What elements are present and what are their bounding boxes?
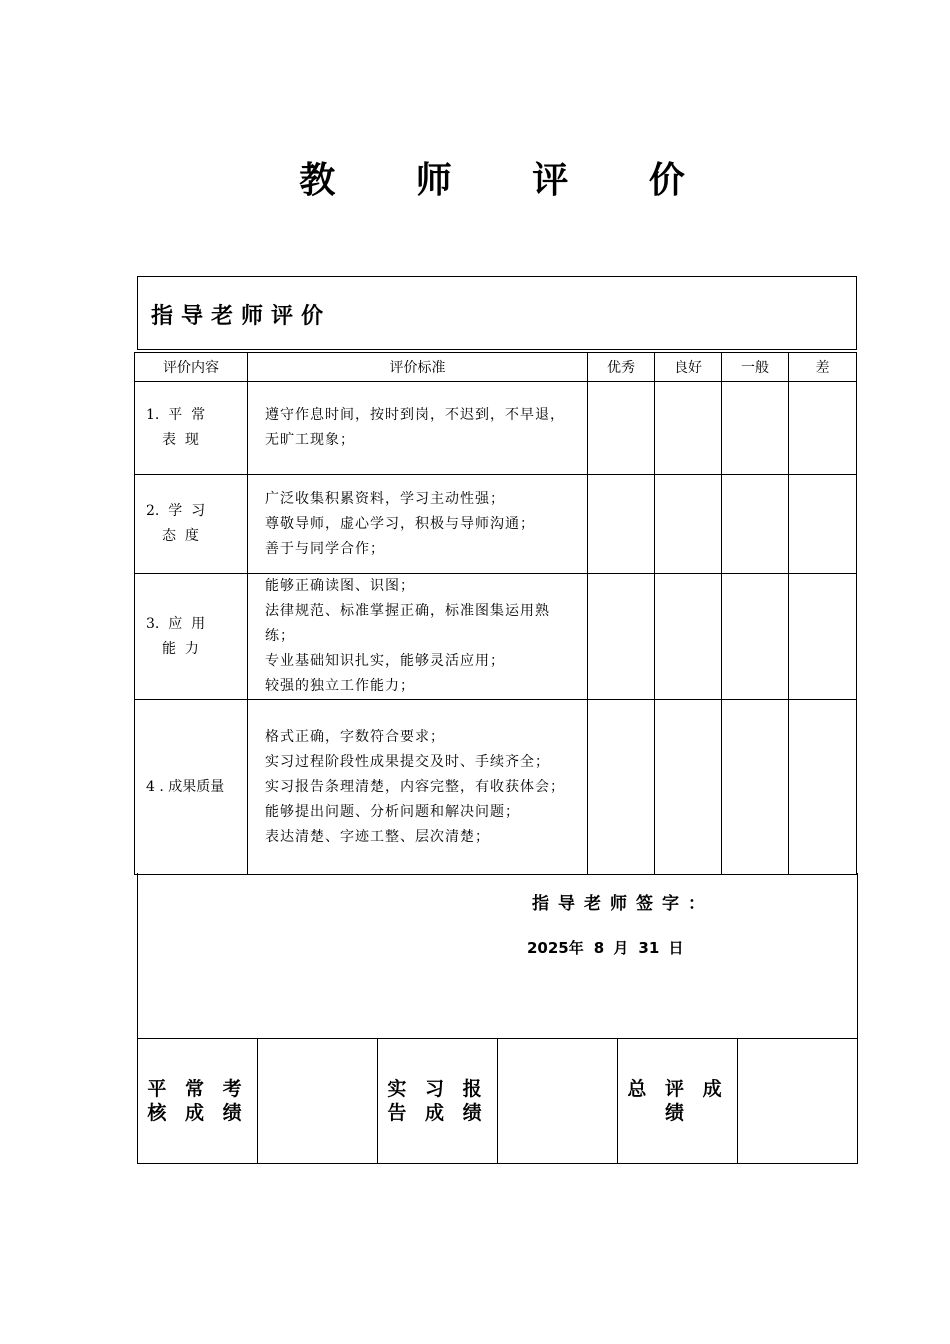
rating-cell-poor[interactable] [789,574,857,700]
rating-cell-excellent[interactable] [588,475,655,574]
evaluation-criteria [248,700,588,875]
criteria-line: 法律规范、标准掌握正确，标准图集运用熟练； [265,603,550,644]
evaluation-item-subtitle: 能 力 [162,640,199,657]
evaluation-item-subtitle: 表 现 [162,432,199,448]
rating-cell-average[interactable] [722,382,789,475]
criteria-line: 专业基础知识扎实，能够灵活应用； [265,653,505,669]
table-row [135,574,857,700]
header-good: 良好 [655,353,722,382]
criteria-line: 尊敬导师，虚心学习，积极与导师沟通； [265,515,535,532]
rating-cell-average[interactable] [722,700,789,875]
total-score-field[interactable] [738,1039,858,1164]
header-poor: 差 [789,353,857,382]
criteria-line: 较强的独立工作能力； [265,678,415,694]
rating-cell-excellent[interactable] [588,700,655,875]
date-day: 31 日 [638,939,684,957]
criteria-line: 格式正确，字数符合要求； [265,728,445,745]
rating-cell-poor[interactable] [789,382,857,475]
criteria-line: 广泛收集积累资料，学习主动性强； [265,490,505,507]
rating-cell-average[interactable] [722,475,789,574]
rating-cell-poor[interactable] [789,475,857,574]
criteria-line: 遵守作息时间，按时到岗，不迟到，不早退，无旷工现象； [265,407,565,448]
rating-cell-good[interactable] [655,382,722,475]
evaluation-item-title: 2. 学 习 [146,503,206,519]
criteria-line: 实习过程阶段性成果提交及时、手续齐全； [265,753,550,770]
table-row [135,700,857,875]
rating-cell-average[interactable] [722,574,789,700]
page-title: 教 师 评 价 [299,160,719,201]
table-header-row [135,353,857,382]
criteria-line: 能够提出问题、分析问题和解决问题； [265,803,520,820]
table-row [135,475,857,574]
criteria-line: 能够正确读图、识图； [265,578,415,594]
grades-table [137,1038,858,1164]
signature-date [527,937,694,958]
criteria-line: 实习报告条理清楚，内容完整，有收获体会； [265,778,565,795]
criteria-line: 表达清楚、字迹工整、层次清楚； [265,828,490,845]
evaluation-item-title: 4 . 成果质量 [146,778,225,795]
evaluation-item [135,382,248,475]
header-criteria: 评价标准 [248,353,588,382]
table-row [135,382,857,475]
evaluation-item [135,574,248,700]
total-score-label: 总 评 成 绩 [618,1039,738,1164]
criteria-line: 善于与同学合作； [265,540,385,557]
date-year: 2025年 [527,939,584,957]
evaluation-item-subtitle: 态 度 [162,528,199,544]
rating-cell-good[interactable] [655,574,722,700]
rating-cell-good[interactable] [655,700,722,875]
header-average: 一般 [722,353,789,382]
section-title: 指导老师评价 [151,304,332,329]
regular-score-field[interactable] [258,1039,378,1164]
rating-cell-poor[interactable] [789,700,857,875]
signature-box [137,873,858,1039]
rating-cell-good[interactable] [655,475,722,574]
evaluation-item-title: 1. 平 常 [146,407,206,423]
signature-label: 指导老师签字： [532,894,714,914]
evaluation-item-title: 3. 应 用 [146,615,206,632]
rating-cell-excellent[interactable] [588,382,655,475]
regular-score-label: 平 常 考核 成 绩 [138,1039,258,1164]
header-content: 评价内容 [135,353,248,382]
date-month: 8 月 [593,939,629,957]
header-excellent: 优秀 [588,353,655,382]
evaluation-table [134,352,857,875]
report-score-field[interactable] [498,1039,618,1164]
evaluation-criteria [248,475,588,574]
evaluation-criteria [248,382,588,475]
evaluation-item [135,475,248,574]
evaluation-criteria [248,574,588,700]
rating-cell-excellent[interactable] [588,574,655,700]
evaluation-item [135,700,248,875]
section-header-box [137,276,857,350]
report-score-label: 实 习 报 告 成 绩 [378,1039,498,1164]
grades-row [138,1039,858,1164]
